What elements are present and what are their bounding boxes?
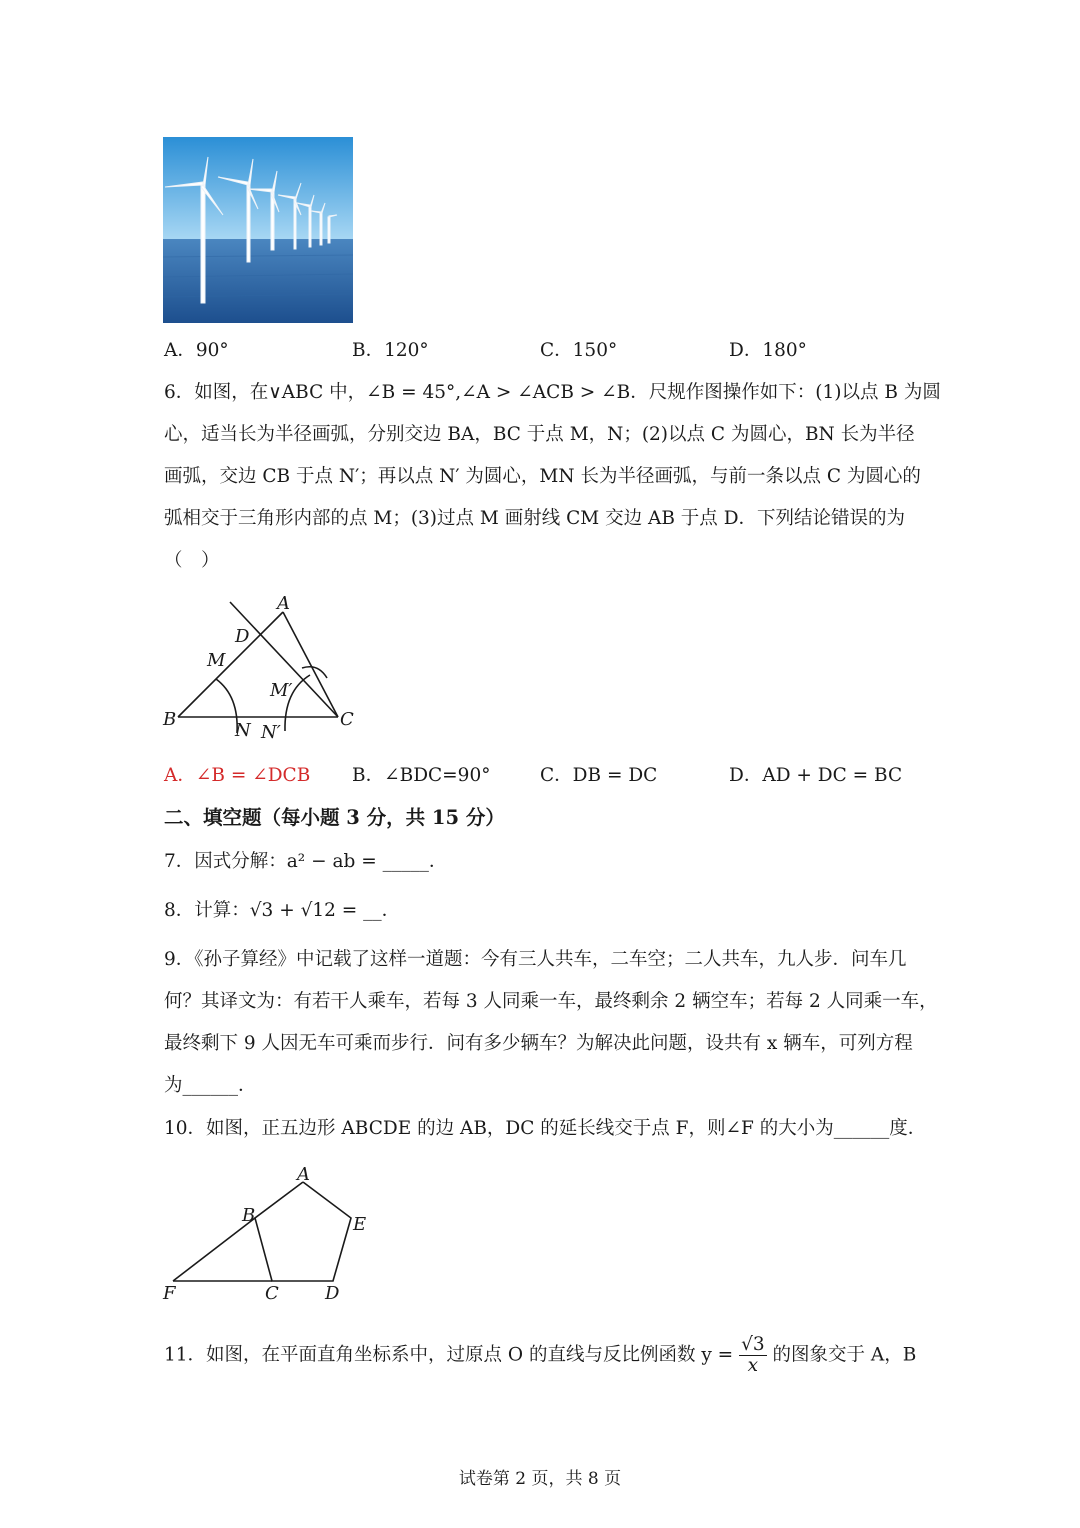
label-d: D [235,626,250,647]
q11-fraction-numerator: √3 [741,1334,765,1355]
label-c: C [265,1283,279,1304]
side-ac [283,612,338,717]
label-b: B [163,709,177,730]
label-m-prime: M′ [270,680,293,701]
label-e: E [353,1214,367,1235]
q5-option-b: B．120° [352,340,429,361]
q6-option-d: D．AD + DC = BC [729,765,903,786]
q11-suffix: 的图象交于 A，B [772,1344,917,1366]
q6-line-4: 弧相交于三角形内部的点 M；(3)过点 M 画射线 CM 交边 AB 于点 D．下列结论错误的为 [164,508,906,529]
q7-text: 7．因式分解：a² − ab = _____． [164,851,448,872]
q9-line-1: 9．《孙子算经》中记载了这样一道题：今有三人共车，二车空；二人共车，九人步．问车几 [164,949,907,970]
label-b: B [242,1205,256,1226]
label-m: M [207,650,226,671]
q6-option-c: C．DB = DC [540,765,658,786]
label-n: N [235,720,251,741]
q6-triangle-figure [155,590,375,750]
label-f: F [163,1283,176,1304]
q9-line-2: 何？其译文为：有若干人乘车，若每 3 人同乘一车，最终剩余 2 辆空车；若每 2 人同乘一车， [164,991,938,1012]
q11-fraction [739,1335,767,1376]
q9-line-3: 最终剩下 9 人因无车可乘而步行．问有多少辆车？为解决此问题，设共有 x 辆车，可列方程 [164,1033,913,1054]
q11-text [164,1335,916,1376]
line-bf [173,1218,255,1281]
q11-prefix: 11．如图，在平面直角坐标系中，过原点 O 的直线与反比例函数 y = [164,1344,734,1366]
label-n-prime: N′ [261,722,281,743]
q5-option-d: D．180° [729,340,807,361]
side-ba [178,612,283,717]
q10-pentagon-figure [155,1162,385,1307]
page-footer: 试卷第 2 页，共 8 页 [458,1469,622,1489]
q6-line-2: 心，适当长为半径画弧，分别交边 BA，BC 于点 M，N；(2)以点 C 为圆心，BN 长为半径 [164,424,915,445]
label-d: D [325,1283,340,1304]
q6-option-a: A．∠B = ∠DCB [164,765,311,786]
q5-option-a: A．90° [164,340,229,361]
q6-line-1: 6．如图，在∨ABC 中，∠B = 45°,∠A > ∠ACB > ∠B．尺规作图操作如下：(1)以点 B 为圆 [164,382,941,403]
label-a: A [277,593,290,614]
label-a: A [297,1164,310,1185]
q6-line-3: 画弧，交边 CB 于点 N′；再以点 N′ 为圆心，MN 长为半径画弧，与前一条以点 C 为圆心的 [164,466,921,487]
q9-line-4: 为______． [164,1075,257,1096]
section-2-heading: 二、填空题（每小题 3 分，共 15 分） [164,806,505,829]
wind-turbine-photo [163,137,353,323]
label-c: C [340,709,354,730]
q5-option-c: C．150° [540,340,618,361]
pentagon-abcde [255,1182,351,1281]
q10-text: 10．如图，正五边形 ABCDE 的边 AB，DC 的延长线交于点 F，则∠F 的大小为______度． [164,1118,927,1139]
q8-text: 8．计算：√3 + √12 = __． [164,900,401,921]
q6-line-5: （ ） [164,550,220,571]
arc-mn [216,679,237,733]
q6-option-b: B．∠BDC=90° [352,765,491,786]
q11-fraction-denominator: x [747,1355,759,1376]
